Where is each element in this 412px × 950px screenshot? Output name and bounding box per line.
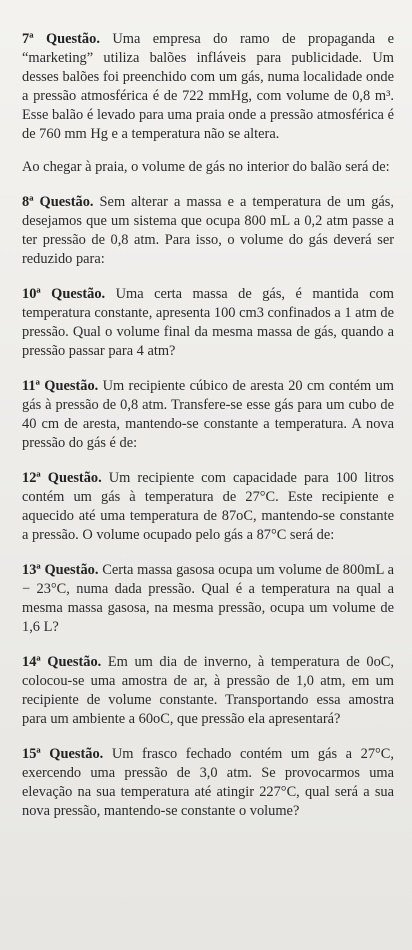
question-11-body — [22, 377, 394, 453]
question-14 — [22, 653, 394, 729]
question-11 — [22, 377, 394, 453]
question-12 — [22, 469, 394, 545]
question-7-subtext: Ao chegar à praia, o volume de gás no interior do balão será de: — [22, 159, 390, 175]
question-7-body — [22, 30, 394, 144]
question-14-text: Em um dia de inverno, à temperatura de 0oC, colocou-se uma amostra de ar, à pressão de 1,0 atm, em um recipiente de volume constante. Transportando essa amostra para um ambiente a 60oC, que pressão ela apresentará? — [22, 654, 394, 727]
question-15-body — [22, 745, 394, 821]
question-7 — [22, 30, 394, 177]
question-7-text: Uma empresa do ramo de propaganda e “marketing” utiliza balões infláveis para publicidade. Um desses balões foi preenchido com um gás, numa localidade onde a pressão atmosférica é de 722 mmHg, com volume de 0,8 m³. Esse balão é levado para uma praia onde a pressão atmosférica é de 760 mm Hg e a temperatura não se altera. — [22, 31, 394, 142]
question-12-title: 12ª Questão. — [22, 470, 102, 486]
question-13-body — [22, 561, 394, 637]
question-13 — [22, 561, 394, 637]
question-8 — [22, 193, 394, 269]
question-13-title: 13ª Questão. — [22, 562, 99, 578]
question-10-text: Uma certa massa de gás, é mantida com temperatura constante, apresenta 100 cm3 confinados a 1 atm de pressão. Qual o volume final da mesma massa de gás, quando a pressão passar para 4 atm? — [22, 286, 394, 359]
question-12-text: Um recipiente com capacidade para 100 litros contém um gás à temperatura de 27°C. Este recipiente e aquecido até uma temperatura de 87oC, mantendo-se constante a pressão. O volume ocupado pelo gás a 87°C será de: — [22, 470, 394, 543]
question-8-body — [22, 193, 394, 269]
question-14-title: 14ª Questão. — [22, 654, 102, 670]
question-12-body — [22, 469, 394, 545]
question-13-text: Certa massa gasosa ocupa um volume de 800mL a − 23°C, numa dada pressão. Qual é a temperatura na qual a mesma massa gasosa, na mesma pressão, ocupa um volume de 1,6 L? — [22, 562, 394, 635]
question-8-title: 8ª Questão. — [22, 194, 94, 210]
question-15-text: Um frasco fechado contém um gás a 27°C, exercendo uma pressão de 3,0 atm. Se provocarmos uma elevação na sua temperatura até atingir 227°C, qual será a sua nova pressão, mantendo-se constante o volume? — [22, 746, 394, 819]
question-10 — [22, 285, 394, 361]
question-15 — [22, 745, 394, 821]
question-15-title: 15ª Questão. — [22, 746, 104, 762]
question-8-text: Sem alterar a massa e a temperatura de um gás, desejamos que um sistema que ocupa 800 mL a 0,2 atm passe a ter pressão de 0,8 atm. Para isso, o volume do gás deverá ser reduzido para: — [22, 194, 394, 267]
question-7-title: 7ª Questão. — [22, 31, 100, 47]
question-11-text: Um recipiente cúbico de aresta 20 cm contém um gás à pressão de 0,8 atm. Transfere-se esse gás para um cubo de 40 cm de aresta, mantendo-se constante a temperatura. A nova pressão do gás é de: — [22, 378, 394, 451]
question-10-title: 10ª Questão. — [22, 286, 106, 302]
question-10-body — [22, 285, 394, 361]
question-14-body — [22, 653, 394, 729]
question-11-title: 11ª Questão. — [22, 378, 99, 394]
